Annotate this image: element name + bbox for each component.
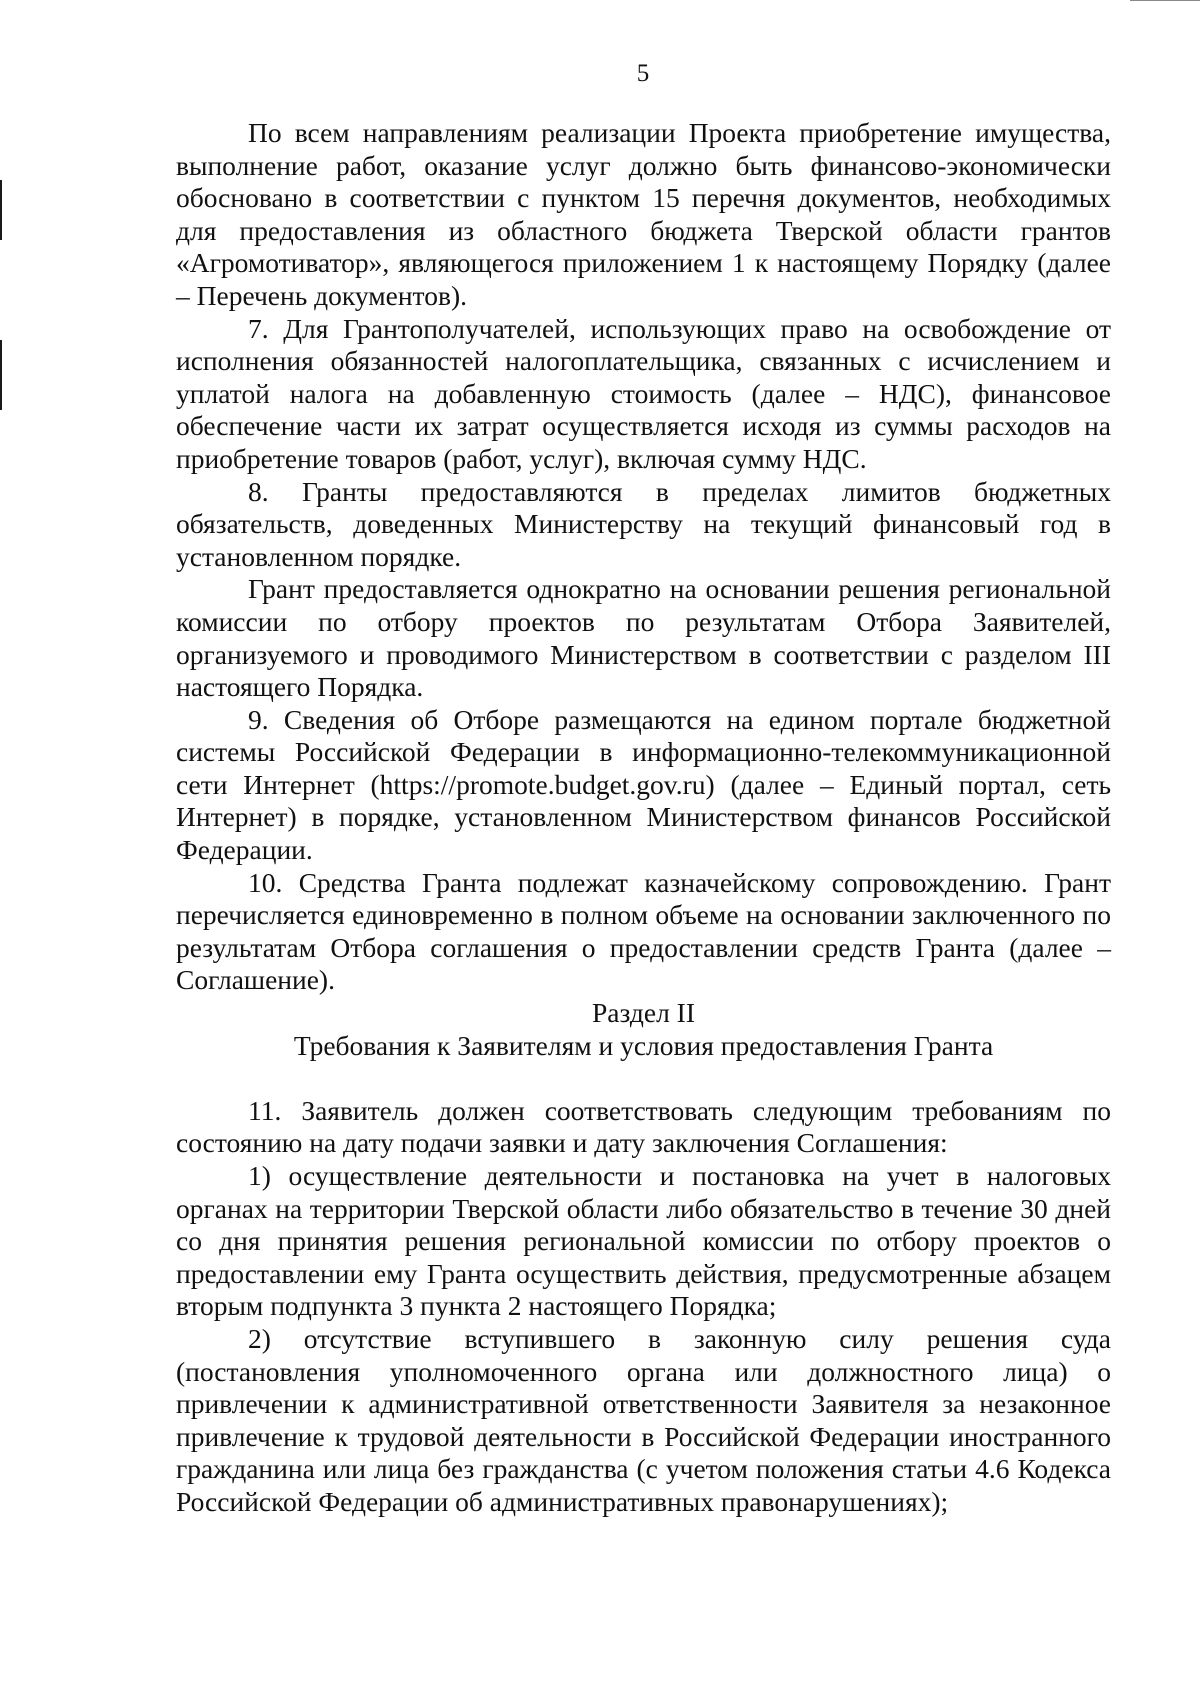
scan-margin-mark: [0, 340, 2, 410]
paragraph-subitem-1: 1) осуществление деятельности и постановка на учет в налоговых органах на территории Тверской области либо обязательство в течение 30 дней со дня принятия решения региональной комиссии по отбору проектов о предоставлении ему Гранта осуществить действия, предусмотренные абзацем вторым подпункта 3 пункта 2 настоящего Порядка;: [176, 1160, 1111, 1322]
paragraph-item-7: 7. Для Грантополучателей, использующих право на освобождение от исполнения обязанностей налогоплательщика, связанных с исчислением и уплатой налога на добавленную стоимость (далее – НДС), финансовое обеспечение части их затрат осуществляется исходя из суммы расходов на приобретение товаров (работ, услуг), включая сумму НДС.: [176, 312, 1111, 474]
paragraph-item-10: 10. Средства Гранта подлежат казначейскому сопровождению. Грант перечисляется единовременно в полном объеме на основании заключенного по результатам Отбора соглашения о предоставлении средств Гранта (далее – Соглашение).: [176, 866, 1111, 996]
paragraph-item-8: 8. Гранты предоставляются в пределах лимитов бюджетных обязательств, доведенных Министерству на текущий финансовый год в установленном порядке.: [176, 475, 1111, 572]
scan-corner-line: [1130, 0, 1200, 1]
paragraph-grant-once: Грант предоставляется однократно на основании решения региональной комиссии по отбору проектов по результатам Отбора Заявителей, организуемого и проводимого Министерством в соответствии с разделом III настоящего Порядка.: [176, 573, 1111, 703]
section-heading: Требования к Заявителям и условия предоставления Гранта: [293, 1029, 994, 1061]
section-title: Раздел II: [592, 997, 695, 1029]
paragraph-item-9: 9. Сведения об Отборе размещаются на едином портале бюджетной системы Российской Федерации в информационно-телекоммуникационной сети Интернет (https://promote.budget.gov.ru) (далее – Единый портал, сеть Интернет) в порядке, установленном Министерством финансов Российской Федерации.: [176, 703, 1111, 866]
paragraph-project-directions: По всем направлениям реализации Проекта приобретение имущества, выполнение работ, оказание услуг должно быть финансово-экономически обосновано в соответствии с пунктом 15 перечня документов, необходимых для предоставления из областного бюджета Тверской области грантов «Агромотиватор», являющегося приложением 1 к настоящему Порядку (далее – Перечень документов).: [176, 117, 1111, 311]
page-number: 5: [636, 60, 650, 87]
document-body: [176, 117, 1111, 1519]
scan-margin-mark: [0, 180, 2, 240]
paragraph-subitem-2: 2) отсутствие вступившего в законную силу решения суда (постановления уполномоченного органа или должностного лица) о привлечении к административной ответственности Заявителя за незаконное привлечение к трудовой деятельности в Российской Федерации иностранного гражданина или лица без гражданства (с учетом положения статьи 4.6 Кодекса Российской Федерации об административных правонарушениях);: [176, 1322, 1111, 1517]
paragraph-item-11: 11. Заявитель должен соответствовать следующим требованиям по состоянию на дату подачи заявки и дату заключения Соглашения:: [176, 1094, 1111, 1159]
